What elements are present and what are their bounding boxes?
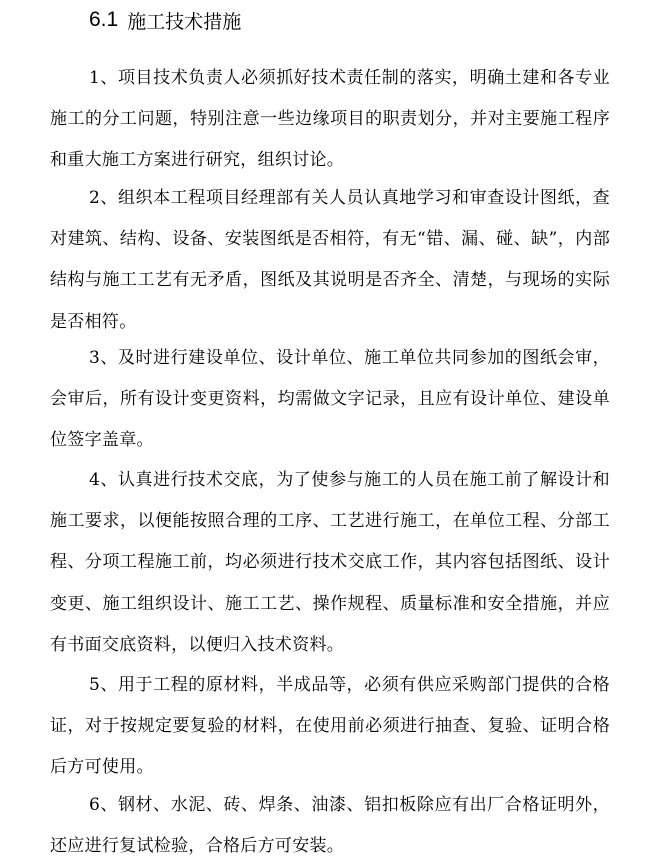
paragraph-5: 5、用于工程的原材料，半成品等，必须有供应采购部门提供的合格证，对于按规定要复验的材料，在使用前必须进行抽查、复验、证明合格后方可使用。 [50,675,610,778]
paragraph-6: 6、钢材、水泥、砖、焊条、油漆、铝扣板除应有出厂合格证明外，还应进行复试检验，合格后方可安装。 [50,795,610,857]
paragraph-1: 1、项目技术负责人必须抓好技术责任制的落实，明确土建和各专业施工的分工问题，特别注意一些边缘项目的职责划分，并对主要施工程序和重大施工方案进行研究，组织讨论。 [50,68,610,171]
paragraph-4: 4、认真进行技术交底，为了使参与施工的人员在施工前了解设计和施工要求，以便能按照合理的工序、工艺进行施工，在单位工程、分部工程、分项工程施工前，均必须进行技术交底工作，其内容包括图纸、设计变更、施工组织设计、施工工艺、操作规程、质量标准和安全措施，并应有书面交底资料，以便归入技术资料。 [50,470,610,655]
paragraph-2: 2、组织本工程项目经理部有关人员认真地学习和审查设计图纸，查对建筑、结构、设备、安装图纸是否相符，有无“错、漏、碰、缺”，内部结构与施工工艺有无矛盾，图纸及其说明是否齐全、清楚，与现场的实际是否相符。 [50,188,610,332]
section-heading [89,5,241,35]
section-number: 6.1 [89,8,119,31]
paragraph-3: 3、及时进行建设单位、设计单位、施工单位共同参加的图纸会审，会审后，所有设计变更资料，均需做文字记录，且应有设计单位、建设单位签字盖章。 [50,348,610,451]
section-title: 施工技术措施 [127,10,242,33]
